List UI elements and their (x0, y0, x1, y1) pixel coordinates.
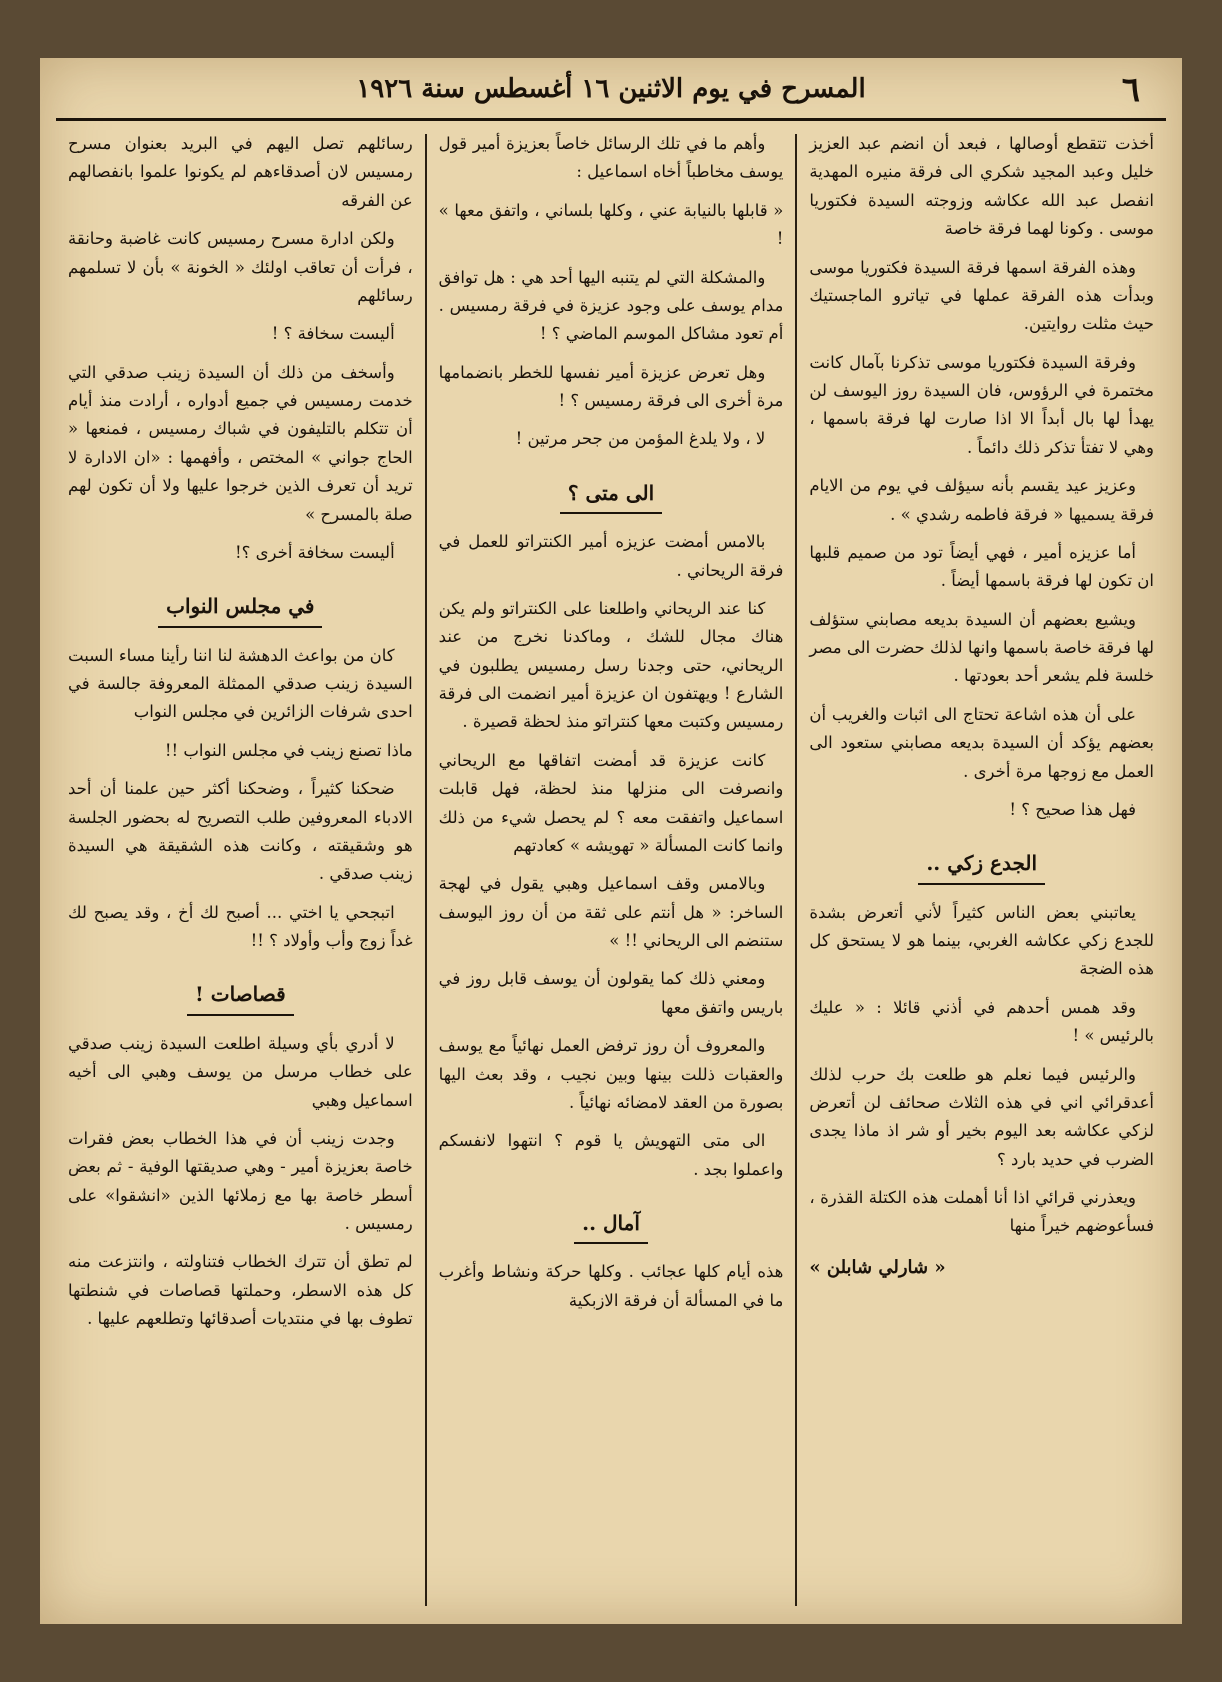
paragraph: يعاتبني بعض الناس كثيراً لأني أتعرض بشدة للجدع زكي عكاشه الغربي، بينما هو لا يستحق كل هذه الضجة (809, 902, 1155, 979)
paragraph: لا أدري بأي وسيلة اطلعت السيدة زينب صدقي على خطاب مرسل من يوسف وهبي الى أخيه اسماعيل وهبي (68, 1033, 413, 1110)
section-heading: في مجلس النواب (68, 589, 413, 627)
paragraph: وهل تعرض عزيزة أمير نفسها للخطر بانضمامها مرة أخرى الى فرقة رمسيس ؟ ! (438, 362, 784, 410)
paragraph: كان من بواعث الدهشة لنا اننا رأينا مساء السبت السيدة زينب صدقي الممثلة المعروفة جالسة في احدى شرفات الزائرين في مجلس النواب (68, 645, 413, 722)
paragraph: وقد همس أحدهم في أذني قائلا : « عليك بالرئيس » ! (809, 997, 1155, 1046)
paragraph: وبالامس وقف اسماعيل وهبي يقول في لهجة الساخر: « هل أنتم على ثقة من أن روز اليوسف ستنضم الى الريحاني !! » (438, 874, 784, 951)
paragraph: ويعذرني قرائي اذا أنا أهملت هذه الكتلة القذرة ، فسأعوضهم خيراً منها (809, 1188, 1155, 1236)
paragraph: ضحكنا كثيراً ، وضحكنا أكثر حين علمنا أن أحد الادباء المعروفين طلب التصريح له بحضور الجلسة هو وشقيقته ، وكانت هذه الشقيقة هي السيدة زينب صدقي . (68, 779, 413, 884)
section-heading: الجدع زكي .. (809, 846, 1154, 884)
paragraph: وجدت زينب أن في هذا الخطاب بعض فقرات خاصة بعزيزة أمير - وهي صديقتها الوفية - ثم بعض أسطر خاصة بها مع زملائها الذين «انشقوا» على رمسيس . (68, 1128, 413, 1234)
paragraph: والمعروف أن روز ترفض العمل نهائياً مع يوسف والعقبات ذللت بينها وبين نجيب ، وقد بعث اليها بصورة من العقد لامضائه نهائياً . (438, 1036, 784, 1112)
paragraph: ولكن ادارة مسرح رمسيس كانت غاضبة وحانقة ، فرأت أن تعاقب اولئك « الخونة » بأن لا تسلمهم رسائلهم (68, 229, 413, 305)
paragraph: أليست سخافة ؟ ! (271, 324, 395, 344)
column-right (56, 130, 425, 1610)
paragraph: ويشيع بعضهم أن السيدة بديعه مصابني ستؤلف لها فرقة خاصة باسمها وانها لذلك حضرت الى مصر خلسة فلم يشعر أحد بعودتها . (809, 609, 1155, 686)
paragraph: لم تطق أن تترك الخطاب فتناولته ، وانتزعت منه كل هذه الاسطر، وحملتها قصاصات في شنطتها تطوف بها في منتديات أصدقائها وتطلعهم عليها . (68, 1252, 413, 1329)
page-header (58, 68, 1164, 112)
paragraph: والمشكلة التي لم يتنبه اليها أحد هي : هل توافق مدام يوسف على وجود عزيزة في فرقة رمسيس . أم تعود مشاكل الموسم الماضي ؟ ! (438, 267, 784, 344)
paragraph: فهل هذا صحيح ؟ ! (1009, 799, 1137, 819)
column-divider (795, 134, 797, 1606)
columns (56, 130, 1166, 1610)
paragraph: ماذا تصنع زينب في مجلس النواب !! (164, 740, 413, 760)
paragraph: كانت عزيزة قد أمضت اتفاقها مع الريحاني وانصرفت الى منزلها منذ لحظة، فهل قابلت اسماعيل واتفقت معه ؟ لم يحصل شيء من ذلك وانما كانت المسألة « تهويشه » كعادتهم (438, 750, 784, 855)
section-heading: الى متى ؟ (439, 476, 784, 514)
paragraph: هذه أيام كلها عجائب . وكلها حركة ونشاط وأغرب ما في المسألة أن فرقة الازبكية (438, 1262, 784, 1310)
column-divider (425, 134, 427, 1606)
paragraph: الى متى التهويش يا قوم ؟ انتهوا لانفسكم واعملوا بجد . (438, 1131, 784, 1179)
section-heading: آمال .. (439, 1206, 784, 1244)
paragraph: على أن هذه اشاعة تحتاج الى اثبات والغريب أن بعضهم يؤكد أن السيدة بديعه مصابني ستعود الى العمل مع زوجها مرة أخرى . (809, 704, 1155, 781)
paragraph: أما عزيزه أمير ، فهي أيضاً تود من صميم قلبها ان تكون لها فرقة باسمها أيضاً . (809, 542, 1155, 591)
page-number: ٦ (1121, 70, 1140, 110)
paragraph: وفرقة السيدة فكتوريا موسى تذكرنا بآمال كانت مختمرة في الرؤوس، فان السيدة روز اليوسف لن يهدأ لها بال أبداً الا اذا صارت لها فرقة باسمها ، وهي لا تفتأ تذكر ذلك دائماً . (809, 352, 1155, 457)
header-rule (56, 118, 1166, 121)
column-middle (427, 130, 796, 1610)
paragraph: رسائلهم تصل اليهم في البريد بعنوان مسرح رمسيس لان أصدقاءهم لم يكونوا علموا بانفصالهم عن الفرقه (68, 134, 413, 210)
section-heading: قصاصات ! (68, 977, 413, 1015)
paragraph: والرئيس فيما نعلم هو طلعت بك حرب لذلك أعدقرائي اني في هذه الثلاث صحائف لن أتعرض لزكي عكاشه بعد اليوم بخير أو شر اذ ماذا يجدى الضرب في حديد بارد ؟ (809, 1064, 1155, 1169)
author-signature: « شارلي شابلن » (809, 1256, 946, 1278)
paragraph: وأسخف من ذلك أن السيدة زينب صدقي التي خدمت رمسيس في جميع أدواره ، أرادت منذ أيام أن تتكلم بالتليفون في شباك رمسيس ، فمنعها « الحاج جواني » المختص ، وأفهمها : «ان الادارة لا تريد أن تعرف الذين خرجوا عليها ولا أن تكون لهم صلة بالمسرح » (68, 362, 413, 524)
paragraph: كنا عند الريحاني واطلعنا على الكنتراتو ولم يكن هناك مجال للشك ، وماكدنا نخرج من عند الريحاني، حتى وجدنا رسل رمسيس يطلبون في الشارع ! ويهتفون ان عزيزة أمير انضمت الى فرقة رمسيس وكتبت معها كنتراتو منذ لحظة قصيرة . (438, 598, 784, 732)
newspaper-page (40, 58, 1182, 1624)
header-title: المسرح في يوم الاثنين ١٦ أغسطس سنة ١٩٢٦ (356, 74, 866, 104)
paragraph: ومعني ذلك كما يقولون أن يوسف قابل روز في باريس واتفق معها (438, 969, 784, 1017)
paragraph: لا ، ولا يلدغ المؤمن من جحر مرتين ! (515, 429, 766, 449)
paragraph: أليست سخافة أخرى ؟! (234, 542, 395, 562)
paragraph: وعزيز عيد يقسم بأنه سيؤلف في يوم من الايام فرقة يسميها « فرقة فاطمه رشدي » . (809, 476, 1155, 524)
paragraph: اتبجحي يا اختي ... أصبح لك أخ ، وقد يصبح لك غداً زوج وأب وأولاد ؟ !! (68, 902, 413, 951)
paragraph: أخذت تتقطع أوصالها ، فبعد أن انضم عبد العزيز خليل وعبد المجيد شكري الى فرقة منيره المهدية انفصل عبد الله عكاشه وزوجته السيدة فكتوريا موسى . وكونا لهما فرقة خاصة (809, 134, 1155, 239)
column-left (797, 130, 1166, 1610)
paragraph: وهذه الفرقة اسمها فرقة السيدة فكتوريا موسى وبدأت هذه الفرقة عملها في تياترو الماجستيك حيث مثلت روايتين. (809, 257, 1155, 334)
paragraph: « قابلها بالنيابة عني ، وكلها بلساني ، واتفق معها » ! (438, 200, 784, 249)
paragraph: بالامس أمضت عزيزه أمير الكنتراتو للعمل في فرقة الريحاني . (438, 532, 784, 580)
paragraph: وأهم ما في تلك الرسائل خاصاً بعزيزة أمير قول يوسف مخاطباً أخاه اسماعيل : (438, 134, 784, 182)
